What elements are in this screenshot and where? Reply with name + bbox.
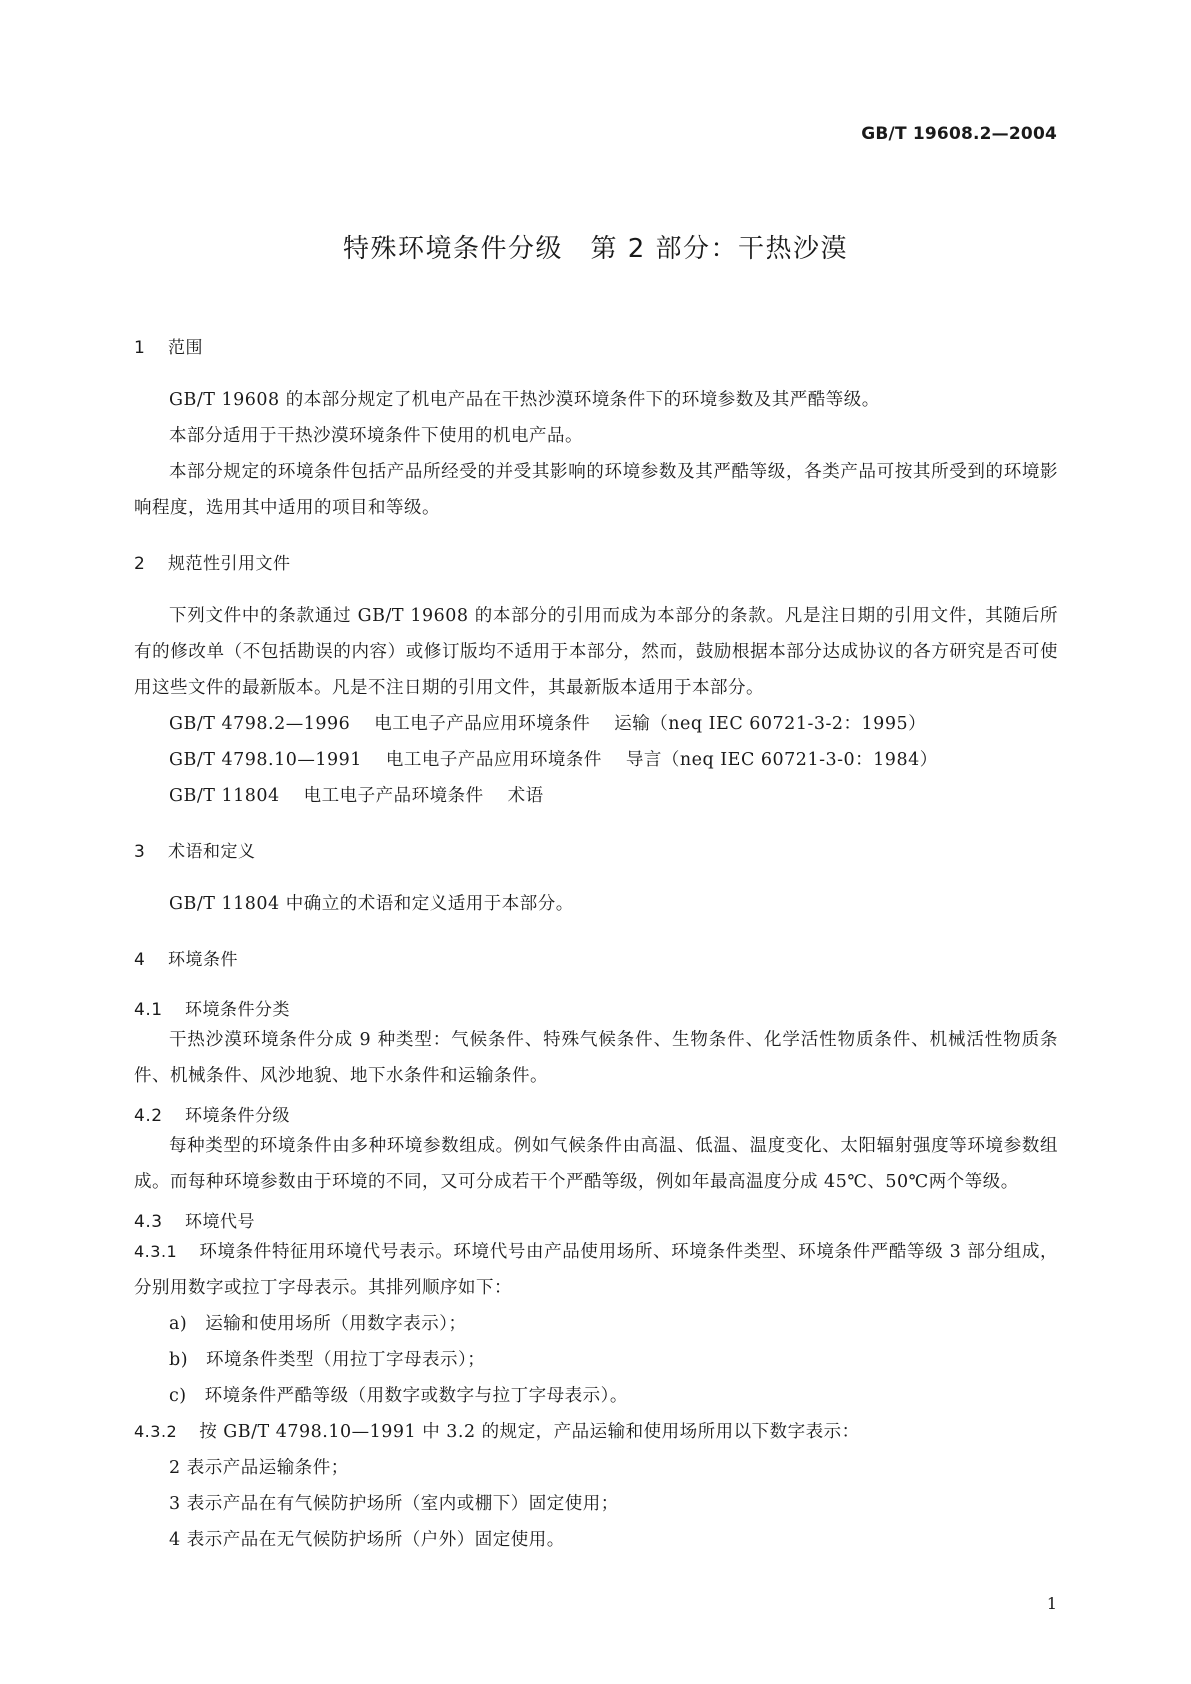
paragraph: 每种类型的环境条件由多种环境参数组成。例如气候条件由高温、低温、温度变化、太阳辐射强度等环境参数组成。而每种环境参数由于环境的不同，又可分成若干个严酷等级，例如年最高温度分成 45℃、50℃两个等级。: [134, 1136, 1058, 1192]
paragraph: 本部分规定的环境条件包括产品所经受的并受其影响的环境参数及其严酷等级，各类产品可按其所受到的环境影响程度，选用其中适用的项目和等级。: [134, 462, 1058, 518]
list-item: 2 表示产品运输条件；: [169, 1458, 349, 1478]
section-number: 2: [134, 554, 146, 574]
clause-text: 环境条件特征用环境代号表示。环境代号由产品使用场所、环境条件类型、环境条件严酷等级 3 部分组成，分别用数字或拉丁字母表示。其排列顺序如下：: [134, 1242, 1058, 1298]
section-number: 3: [134, 842, 146, 862]
section-title: 环境条件: [168, 950, 238, 970]
reference-name: 电工电子产品应用环境条件: [374, 714, 591, 734]
paragraph: 干热沙漠环境条件分成 9 种类型：气候条件、特殊气候条件、生物条件、化学活性物质条件、机械活性物质条件、机械条件、风沙地貌、地下水条件和运输条件。: [134, 1030, 1058, 1086]
reference-item: [134, 778, 1058, 814]
subsection-number: 4.1: [134, 1000, 163, 1020]
subsection-title: 环境代号: [185, 1212, 255, 1232]
reference-item: [134, 742, 1058, 778]
list-item: a) 运输和使用场所（用数字表示）；: [169, 1314, 467, 1334]
document-body: [134, 336, 1058, 1558]
section-title: 术语和定义: [168, 842, 256, 862]
list-item: 4 表示产品在无气候防护场所（户外）固定使用。: [169, 1530, 565, 1550]
section-number: 1: [134, 338, 146, 358]
subsection-heading-classification: [134, 998, 1058, 1022]
clause-text: 按 GB/T 4798.10—1991 中 3.2 的规定，产品运输和使用场所用以下数字表示：: [199, 1422, 860, 1442]
list-item: b) 环境条件类型（用拉丁字母表示）；: [169, 1350, 486, 1370]
paragraph: 下列文件中的条款通过 GB/T 19608 的本部分的引用而成为本部分的条款。凡是注日期的引用文件，其随后所有的修改单（不包括勘误的内容）或修订版均不适用于本部分，然而，鼓励根据本部分达成协议的各方研究是否可使用这些文件的最新版本。凡是不注日期的引用文件，其最新版本适用于本部分。: [134, 606, 1058, 698]
reference-code: GB/T 11804: [169, 786, 280, 806]
reference-item: [134, 706, 1058, 742]
paragraph: 本部分适用于干热沙漠环境条件下使用的机电产品。: [169, 426, 583, 446]
reference-name: 电工电子产品环境条件: [303, 786, 484, 806]
reference-code: GB/T 4798.10—1991: [169, 750, 362, 770]
section-heading-terms: [134, 840, 1058, 864]
subsection-title: 环境条件分级: [185, 1106, 290, 1126]
subsection-heading-environment-code: [134, 1210, 1058, 1234]
clause-4-3-1: [134, 1234, 1058, 1306]
document-title: 特殊环境条件分级 第 2 部分：干热沙漠: [342, 234, 849, 264]
reference-name: 电工电子产品应用环境条件: [385, 750, 602, 770]
reference-topic: 运输（neq IEC 60721-3-2：1995）: [614, 714, 927, 734]
list-item: c) 环境条件严酷等级（用数字或数字与拉丁字母表示）。: [169, 1386, 628, 1406]
page-number: 1: [1046, 1594, 1057, 1613]
subsection-number: 4.2: [134, 1106, 163, 1126]
section-heading-normative-references: [134, 552, 1058, 576]
clause-number: 4.3.2: [134, 1422, 178, 1441]
section-number: 4: [134, 950, 146, 970]
subsection-heading-grading: [134, 1104, 1058, 1128]
paragraph: GB/T 19608 的本部分规定了机电产品在干热沙漠环境条件下的环境参数及其严酷等级。: [169, 390, 880, 410]
section-title: 规范性引用文件: [168, 554, 291, 574]
subsection-number: 4.3: [134, 1212, 163, 1232]
list-item: 3 表示产品在有气候防护场所（室内或棚下）固定使用；: [169, 1494, 619, 1514]
clause-number: 4.3.1: [134, 1242, 178, 1261]
section-heading-scope: [134, 336, 1058, 360]
clause-4-3-2: [134, 1414, 1058, 1450]
reference-topic: 术语: [507, 786, 544, 806]
paragraph: GB/T 11804 中确立的术语和定义适用于本部分。: [169, 894, 574, 914]
subsection-title: 环境条件分类: [185, 1000, 290, 1020]
section-heading-environmental-conditions: [134, 948, 1058, 972]
reference-topic: 导言（neq IEC 60721-3-0：1984）: [625, 750, 938, 770]
standard-code: GB/T 19608.2—2004: [861, 124, 1057, 144]
reference-code: GB/T 4798.2—1996: [169, 714, 351, 734]
section-title: 范围: [168, 338, 203, 358]
